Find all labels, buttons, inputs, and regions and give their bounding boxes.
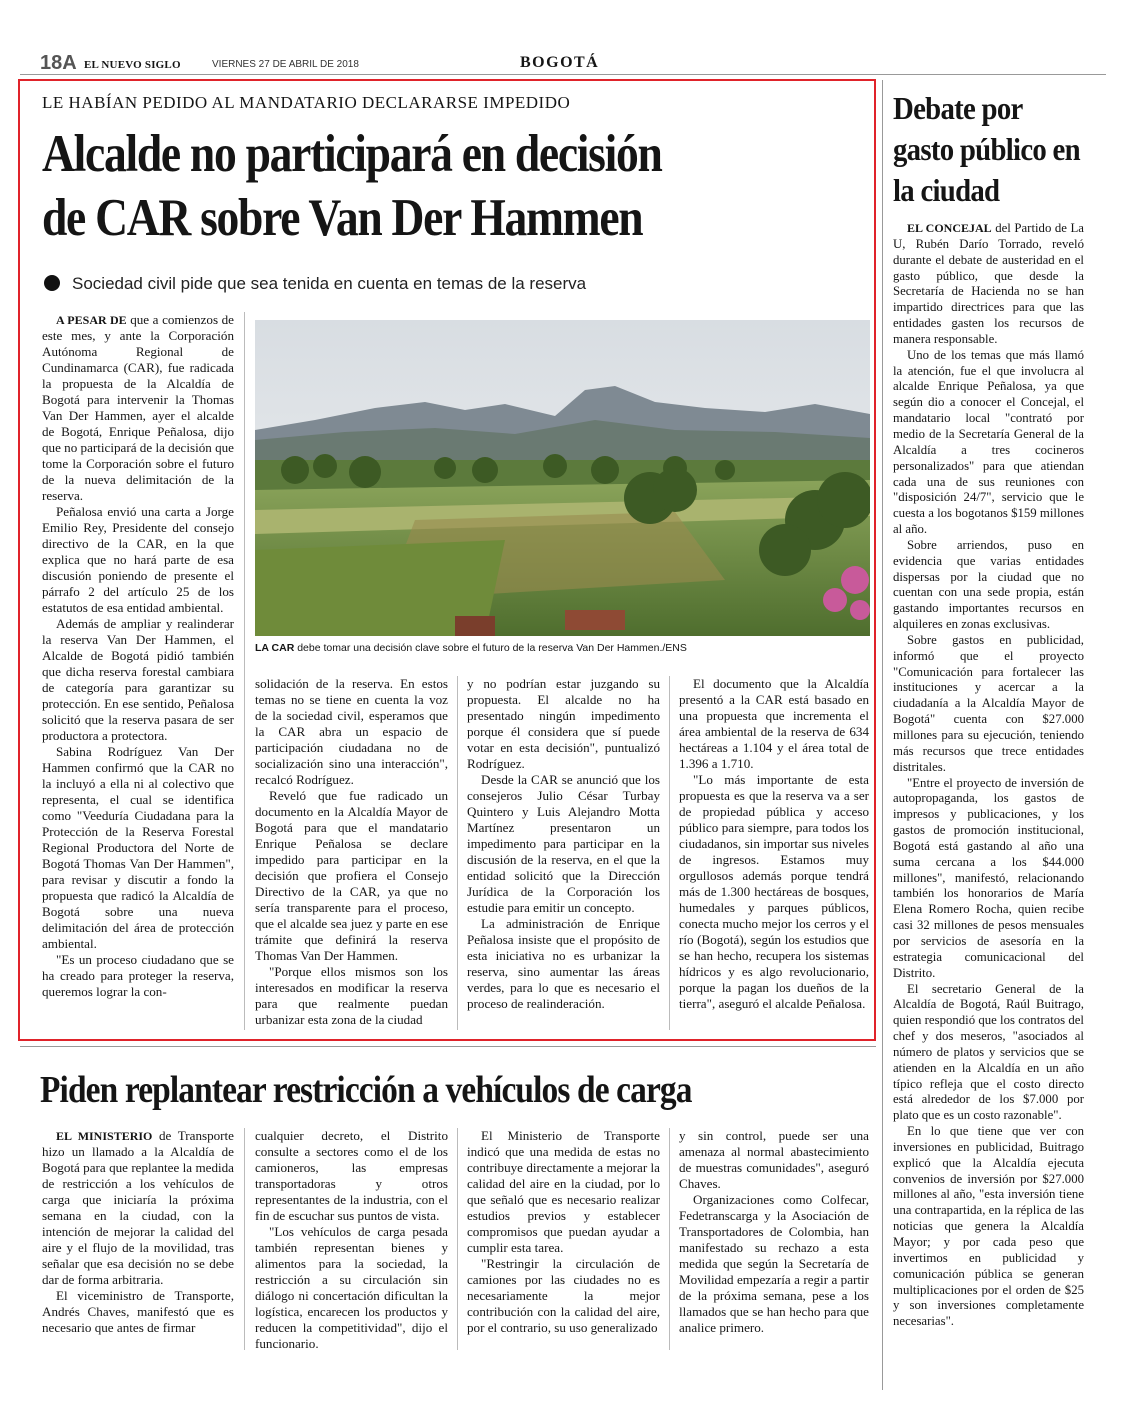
paragraph: "Es un proceso ciudadano que se ha creado para proteger la reserva, queremos lograr la con- [42, 952, 234, 999]
paragraph: EL MINISTERIO de Transporte hizo un llamado a la Alcaldía de Bogotá para que replantee la medida de restricción a los vehículos de carga que iniciaría la próxima semana en la ciudad, con la intención de mejorar la calidad del aire y el flujo de la movilidad, tras señalar que esa decisión no se debe dar de forma arbitraria. [42, 1128, 234, 1287]
paragraph: EL CONCEJAL del Partido de La U, Rubén Darío Torrado, reveló durante el debate de austeridad en el gasto público, que desde la Secretaría de Hacienda no se han impartido directrices para que las entidades gasten los recursos de manera responsable. [893, 221, 1084, 346]
second-column-2 [255, 1128, 448, 1352]
column-divider [669, 1128, 670, 1350]
paragraph: "Entre el proyecto de inversión de autopropaganda, los gastos de impresos y publicaciones, y los gastos de promoción institucional, Bogotá está gastando al año una suma cercana a los $44.000 millones", manifestó, relacionando también los honorarios de María Elena Romero Rocha, quien recibe casi 32 millones de pesos mensuales por servicios de asesoría en la estrategia comunicacional del Distrito. [893, 775, 1084, 980]
top-rule [20, 74, 1106, 75]
issue-date: VIERNES 27 DE ABRIL DE 2018 [212, 59, 359, 70]
side-column [893, 221, 1084, 1330]
lead-in: A PESAR DE [56, 313, 127, 327]
main-column-2 [255, 676, 448, 1028]
second-column-1 [42, 1128, 234, 1336]
page-number: 18A [40, 52, 77, 74]
headline-line-1: Alcalde no participará en decisión [42, 125, 662, 183]
paragraph: y sin control, puede ser una amenaza al normal abastecimiento de muestras comunidades", aseguró Chaves. [679, 1128, 869, 1191]
paragraph: "Lo más importante de esta propuesta es que la reserva va a ser de propiedad pública y acceso público para siempre, para todos los ciudadanos, sin importar sus niveles de ingresos. Estamos muy orgullosos además porque tendrá más de 1.300 hectáreas de bosques, humedales y parques públicos, conecta mucho mejor los cerros y el río (Bogotá), según los estudios que se han hecho, recupera los sistemas hídricos y es algo revolucionario, porque la pagan los dueños de la tierra", aseguró el alcalde Peñalosa. [679, 772, 869, 1011]
second-column-3 [467, 1128, 660, 1336]
paragraph: Además de ampliar y realinderar la reserva Van Der Hammen, el Alcalde de Bogotá pidió también que dicha reserva forestal cambiara de categoría para garantizar su protección. En ese sentido, Peñalosa solicitó que la reserva pasara de ser productora a protectora. [42, 616, 234, 743]
section-title: BOGOTÁ [520, 54, 600, 71]
paragraph: solidación de la reserva. En estos temas no se tiene en cuenta la voz de la sociedad civil, esperamos que la CAR abra un espacio de participación ciudadana no de socialización sino una interacción", recalcó Rodríguez. [255, 676, 448, 787]
paragraph: Peñalosa envió una carta a Jorge Emilio Rey, Presidente del consejo directivo de la CAR, en la que explica que no hará parte de esa discusión poniendo de presente el párrafo 2 del artículo 25 de los estatutos de esa entidad ambiental. [42, 504, 234, 615]
paragraph: "Porque ellos mismos son los interesados en modificar la reserva para que realmente puedan urbanizar esta zona de la ciudad [255, 964, 448, 1027]
paragraph: "Restringir la circulación de camiones por las ciudades no es necesariamente la mejor contribución con la calidad del aire, por el contrario, su uso generalizado [467, 1256, 660, 1335]
paragraph: y no podrían estar juzgando su propuesta. El alcalde no ha presentado ningún impedimento porque él considera que sí puede votar en esta decisión", puntualizó Rodríguez. [467, 676, 660, 771]
main-subhead [44, 274, 586, 294]
reserve-landscape-photo [255, 320, 870, 636]
paragraph: Organizaciones como Colfecar, Fedetranscarga y la Asociación de Transportadores de Colombia, han manifestado su rechazo a esta medida que según la Secretaría de Movilidad empezaría a regir a partir de la próxima semana, pese a los llamados que se han hecho para que analice primero. [679, 1192, 869, 1335]
column-divider [669, 676, 670, 1030]
second-headline: Piden replantear restricción a vehículos de carga [40, 1069, 692, 1111]
paragraph: Sobre gastos en publicidad, informó que el proyecto "Comunicación para fortalecer las instituciones y acercar a la ciudadanía a la Alcaldía Mayor de Bogotá" cuenta con $27.000 millones para su ejecución, teniendo más recursos que trece entidades distritales. [893, 632, 1084, 774]
photo-caption: LA CAR debe tomar una decisión clave sobre el futuro de la reserva Van Der Hammen./ENS [255, 642, 687, 654]
paragraph: La administración de Enrique Peñalosa insiste que el propósito de esta iniciativa no es urbanizar la reserva, sino aumentar las áreas verdes, para lo que es necesario el proceso de realinderación. [467, 916, 660, 1011]
paragraph: "Los vehículos de carga pesada también representan bienes y alimentos para la sociedad, la restricción a su circulación sin diálogo ni concertación dificultan la logística, encarecen los productos y reducen la competitividad", dijo el funcionario. [255, 1224, 448, 1351]
paragraph: Sabina Rodríguez Van Der Hammen confirmó que la CAR no la incluyó a ella ni al colectivo que representa, el cual se identifica como "Veeduría Ciudadana para la Protección de la Reserva Forestal Regional Productora del Norte de Bogotá Thomas Van Der Hammen", para revisar y discutir a fondo la propuesta que radicó la Alcaldía de Bogotá sobre una nueva delimitación del área de protección ambiental. [42, 744, 234, 951]
paragraph: Sobre arriendos, puso en evidencia que varias entidades dispersas por la ciudad que no cuentan con una sede propia, están gastando importantes recursos en alquileres en zonas exclusivas. [893, 537, 1084, 632]
paragraph: A PESAR DE que a comienzos de este mes, y ante la Corporación Autónoma Regional de Cundinamarca (CAR), fue radicada la propuesta de la Alcaldía de Bogotá para intervenir la Thomas Van Der Hammen, ayer el alcalde de Bogotá, Enrique Peñalosa, dijo que no participará de la decisión que tome la Corporación sobre el futuro de la nueva delimitación de la reserva. [42, 312, 234, 503]
lead-in: EL CONCEJAL [907, 221, 992, 235]
paragraph: Uno de los temas que más llamó la atención, fue el que involucra al alcalde Enrique Peñalosa, ya que según dio a conocer el Concejal, el mandatario local "contrató por medio de la Secretaría General de la Alcaldía a tres cocineros personalizados" para que atiendan cada una de sus reuniones con "disposición 24/7", servicio que le cuesta a los bogotanos $159 millones al año. [893, 347, 1084, 537]
bullet-icon [44, 275, 60, 291]
paragraph: Reveló que fue radicado un documento en la Alcaldía Mayor de Bogotá para que el mandatario Enrique Peñalosa se declare impedido para participar en la decisión que profiera el Consejo Directivo de la CAR, ya que no sería transparente para el proceso, que el alcalde sea juez y parte en ese trámite que definirá la reserva Thomas Van Der Hammen. [255, 788, 448, 963]
paragraph: El secretario General de la Alcaldía de Bogotá, Raúl Buitrago, quien respondió que los contratos del chef y dos meseros, "asociados al número de platos y servicios que se atienden en la Alcaldía en un año típico refleja que el costo directo está alrededor de los $7.000 por plato que es un costo razonable". [893, 981, 1084, 1123]
main-column-3 [467, 676, 660, 1012]
paragraph: cualquier decreto, el Distrito consulte a sectores como el de los camioneros, las empresas transportadoras y otros representantes de la industria, con el fin de escuchar sus puntos de vista. [255, 1128, 448, 1223]
subhead-text: Sociedad civil pide que sea tenida en cuenta en temas de la reserva [72, 274, 587, 293]
column-divider [457, 1128, 458, 1350]
main-column-1 [42, 312, 234, 1000]
main-column-4 [679, 676, 869, 1012]
paragraph: El documento que la Alcaldía presentó a la CAR está basado en una propuesta que incrementa el área ambiental de la reserva de 634 hectáreas a 1.104 y el área total de 1.396 a 1.710. [679, 676, 869, 771]
paragraph: El Ministerio de Transporte indicó que una medida de estas no contribuye directamente a mejorar la calidad del aire en la ciudad, por lo que señaló que es necesario realizar estudios previos y establecer compromisos que puedan ayudar a cumplir esta tarea. [467, 1128, 660, 1255]
paragraph: En lo que tiene que ver con inversiones en publicidad, Buitrago explicó que la Alcaldía ejecuta convenios de inversión por $27.000 millones al año, "esta inversión tiene una contrapartida, en la réplica de las noticias que genera la Alcaldía Mayor; y por cada peso que invertimos en publicidad y comunicación pública se generan multiplicaciones por el orden de $25 y son inversiones completamente necesarias". [893, 1124, 1084, 1329]
column-divider [457, 676, 458, 1030]
side-headline: Debate por gasto público en la ciudad [893, 90, 1080, 208]
main-kicker: LE HABÍAN PEDIDO AL MANDATARIO DECLARARSE IMPEDIDO [42, 93, 571, 112]
newspaper-name: EL NUEVO SIGLO [84, 59, 181, 71]
lead-in: EL MINISTERIO [56, 1129, 153, 1143]
masthead [40, 52, 1100, 74]
column-divider [244, 312, 245, 1030]
second-column-4 [679, 1128, 869, 1336]
main-headline [42, 122, 747, 250]
paragraph: Desde la CAR se anunció que los consejeros Julio César Turbay Quintero y Luis Alejandro Motta Martínez presentaron un impedimento para participar en la discusión de la reserva, en el que la entidad solicitó que la Dirección Jurídica de la Corporación los estudie para emitir un concepto. [467, 772, 660, 915]
column-divider [244, 1128, 245, 1350]
story-separator [20, 1046, 876, 1047]
headline-line-2: de CAR sobre Van Der Hammen [42, 189, 643, 247]
paragraph: El viceministro de Transporte, Andrés Chaves, manifestó que es necesario que antes de firmar [42, 1288, 234, 1335]
sidebar-divider [882, 80, 883, 1390]
